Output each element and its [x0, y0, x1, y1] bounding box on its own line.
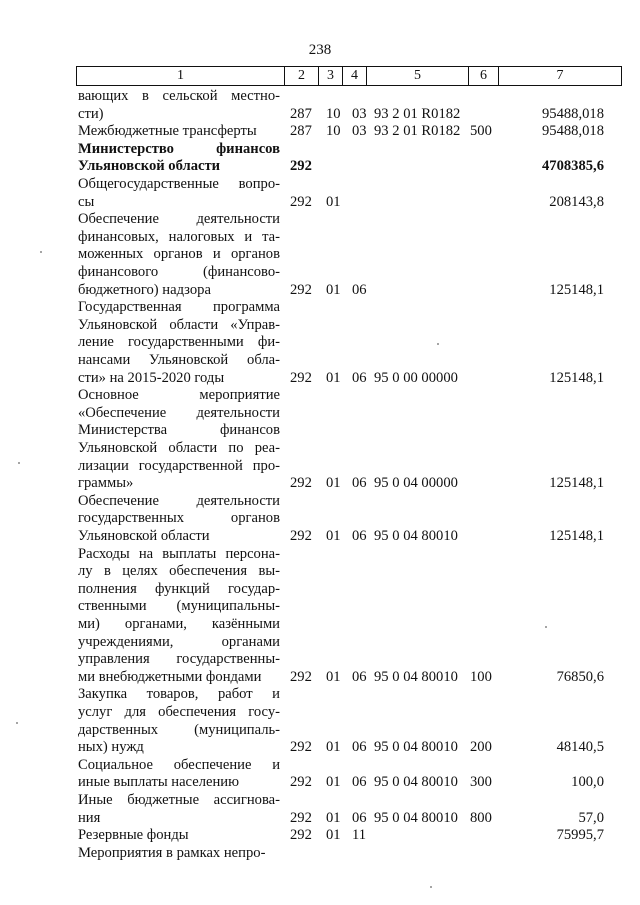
- cell-csr: 95 0 04 80010: [374, 739, 458, 756]
- cell-pr: 06: [352, 527, 367, 544]
- row-description: [78, 176, 280, 211]
- row-description-line: иные выплаты населению: [78, 774, 239, 791]
- cell-vr: 800: [470, 809, 492, 826]
- cell-vr: 100: [470, 668, 492, 685]
- cell-gr: 292: [290, 668, 312, 685]
- cell-gr: 287: [290, 105, 312, 122]
- table-row: [0, 123, 640, 141]
- row-description-line: Ульяновской области по реа-: [78, 439, 280, 456]
- cell-gr: 292: [290, 475, 312, 492]
- cell-pr: 03: [352, 123, 367, 140]
- cell-sum: 75995,7: [556, 827, 604, 844]
- cell-csr: 93 2 01 R0182: [374, 123, 461, 140]
- cell-pr: 06: [352, 369, 367, 386]
- cell-pr: 11: [352, 827, 367, 844]
- cell-sum: 57,0: [578, 809, 604, 826]
- cell-pr: 06: [352, 774, 367, 791]
- scan-speck: [545, 626, 547, 628]
- cell-csr: 95 0 00 00000: [374, 369, 458, 386]
- cell-pr: 06: [352, 475, 367, 492]
- table-row: [0, 299, 640, 387]
- row-description-line: Мероприятия в рамках непро-: [78, 844, 266, 861]
- cell-csr: 95 0 04 80010: [374, 809, 458, 826]
- page-number: 238: [308, 42, 332, 58]
- cell-rz: 01: [326, 475, 341, 492]
- row-description: [78, 686, 280, 756]
- cell-vr: 300: [470, 774, 492, 791]
- cell-rz: 01: [326, 827, 341, 844]
- column-header-1: 1: [77, 67, 285, 86]
- row-description-line: полнения функций государ-: [78, 580, 280, 597]
- column-header-3: 3: [319, 67, 343, 86]
- row-description-line: Социальное обеспечение и: [78, 756, 280, 773]
- row-description-line: вающих в сельской местно-: [78, 88, 280, 104]
- row-description-line: ми) органами, казёнными: [78, 615, 280, 632]
- cell-gr: 292: [290, 158, 312, 175]
- cell-csr: 95 0 04 80010: [374, 668, 458, 685]
- table-row: [0, 757, 640, 792]
- row-description-line: Ульяновской области: [78, 158, 221, 175]
- row-description-line: учреждениями, органами: [78, 633, 280, 650]
- cell-pr: 06: [352, 668, 367, 685]
- cell-csr: 95 0 04 80010: [374, 774, 458, 791]
- scan-speck: [430, 886, 432, 888]
- row-description: [78, 299, 280, 387]
- row-description-line: бюджетного) надзора: [78, 281, 211, 298]
- cell-rz: 01: [326, 809, 341, 826]
- cell-sum: 76850,6: [556, 668, 604, 685]
- row-description-line: граммы»: [78, 475, 134, 492]
- cell-rz: 01: [326, 668, 341, 685]
- row-description-line: ственными (муниципальны-: [78, 598, 280, 615]
- cell-gr: 292: [290, 193, 312, 210]
- cell-sum: 48140,5: [556, 739, 604, 756]
- cell-rz: 10: [326, 105, 341, 122]
- row-description-line: ление государственными фи-: [78, 334, 280, 351]
- scan-speck: [40, 251, 42, 253]
- row-description-line: «Обеспечение деятельности: [78, 404, 280, 421]
- row-description: [78, 123, 280, 141]
- cell-pr: 06: [352, 281, 367, 298]
- row-description-line: услуг для обеспечения госу-: [78, 703, 280, 720]
- table-row: [0, 176, 640, 211]
- cell-rz: 01: [326, 281, 341, 298]
- cell-vr: 200: [470, 739, 492, 756]
- row-description-line: лизации государственной про-: [78, 457, 280, 474]
- cell-sum: 125148,1: [549, 369, 604, 386]
- row-description: [78, 141, 280, 176]
- cell-sum: 125148,1: [549, 281, 604, 298]
- cell-gr: 287: [290, 123, 312, 140]
- table-row: [0, 141, 640, 176]
- row-description-line: Резервные фонды: [78, 827, 189, 844]
- cell-sum: 95488,018: [541, 105, 604, 122]
- row-description-line: Обеспечение деятельности: [78, 211, 280, 228]
- cell-rz: 01: [326, 369, 341, 386]
- row-description: [78, 88, 280, 123]
- cell-gr: 292: [290, 827, 312, 844]
- table-row: [0, 493, 640, 546]
- cell-csr: 95 0 04 80010: [374, 527, 458, 544]
- row-description: [78, 493, 280, 546]
- cell-csr: 93 2 01 R0182: [374, 105, 461, 122]
- cell-rz: 01: [326, 527, 341, 544]
- row-description-line: Государственная программа: [78, 299, 280, 316]
- table-row: [0, 387, 640, 493]
- row-description-line: Министерства финансов: [78, 422, 280, 439]
- cell-sum: 125148,1: [549, 475, 604, 492]
- row-description-line: Иные бюджетные ассигнова-: [78, 791, 280, 808]
- row-description: [78, 387, 280, 493]
- cell-gr: 292: [290, 281, 312, 298]
- table-row: [0, 88, 640, 123]
- row-description: [78, 827, 280, 845]
- cell-sum: 95488,018: [541, 123, 604, 140]
- row-description-line: Министерство финансов: [78, 140, 280, 157]
- row-description-line: Ульяновской области «Управ-: [78, 316, 280, 333]
- row-description-line: финансового (финансово-: [78, 263, 280, 280]
- row-description-line: ных) нужд: [78, 739, 144, 756]
- cell-sum: 4708385,6: [541, 158, 604, 175]
- row-description-line: дарственных (муниципаль-: [78, 721, 280, 738]
- column-header-2: 2: [285, 67, 319, 86]
- cell-rz: 01: [326, 739, 341, 756]
- row-description-line: сти): [78, 105, 104, 122]
- column-header-6: 6: [469, 67, 499, 86]
- row-description-line: ния: [78, 809, 101, 826]
- scan-speck: [18, 462, 20, 464]
- cell-gr: 292: [290, 739, 312, 756]
- row-description-line: государственных органов: [78, 510, 280, 527]
- cell-sum: 100,0: [571, 774, 604, 791]
- row-description-line: Общегосударственные вопро-: [78, 175, 280, 192]
- row-description: [78, 211, 280, 299]
- table-row: [0, 827, 640, 845]
- column-header-5: 5: [367, 67, 469, 86]
- cell-sum: 125148,1: [549, 527, 604, 544]
- table-row: [0, 546, 640, 687]
- row-description: [78, 792, 280, 827]
- row-description-line: лу в целях обеспечения вы-: [78, 563, 280, 580]
- cell-rz: 10: [326, 123, 341, 140]
- row-description-line: Межбюджетные трансферты: [78, 123, 257, 140]
- cell-pr: 03: [352, 105, 367, 122]
- row-description: [78, 757, 280, 792]
- table-row: [0, 845, 640, 863]
- row-description-line: сти» на 2015-2020 годы: [78, 369, 225, 386]
- cell-rz: 01: [326, 774, 341, 791]
- cell-gr: 292: [290, 809, 312, 826]
- row-description-line: Ульяновской области: [78, 527, 210, 544]
- row-description: [78, 845, 280, 863]
- cell-gr: 292: [290, 527, 312, 544]
- row-description-line: управления государственны-: [78, 651, 280, 668]
- row-description: [78, 546, 280, 687]
- row-description-line: Обеспечение деятельности: [78, 492, 280, 509]
- scan-speck: [16, 722, 18, 724]
- cell-sum: 208143,8: [549, 193, 604, 210]
- row-description-line: моженных органов и органов: [78, 246, 280, 263]
- cell-gr: 292: [290, 369, 312, 386]
- row-description-line: ми внебюджетными фондами: [78, 668, 262, 685]
- cell-pr: 06: [352, 809, 367, 826]
- cell-gr: 292: [290, 774, 312, 791]
- column-header-7: 7: [499, 67, 622, 86]
- budget-table-body: [0, 88, 640, 862]
- row-description-line: Расходы на выплаты персона-: [78, 545, 280, 562]
- cell-rz: 01: [326, 193, 341, 210]
- table-row: [0, 211, 640, 299]
- cell-csr: 95 0 04 00000: [374, 475, 458, 492]
- row-description-line: Закупка товаров, работ и: [78, 686, 280, 703]
- cell-pr: 06: [352, 739, 367, 756]
- scan-speck: [437, 343, 439, 345]
- row-description-line: Основное мероприятие: [78, 387, 280, 404]
- row-description-line: нансами Ульяновской обла-: [78, 351, 280, 368]
- row-description-line: сы: [78, 193, 95, 210]
- cell-vr: 500: [470, 123, 492, 140]
- row-description-line: финансовых, налоговых и та-: [78, 228, 280, 245]
- table-row: [0, 792, 640, 827]
- column-header-4: 4: [343, 67, 367, 86]
- table-row: [0, 686, 640, 756]
- column-header-row: [76, 66, 622, 86]
